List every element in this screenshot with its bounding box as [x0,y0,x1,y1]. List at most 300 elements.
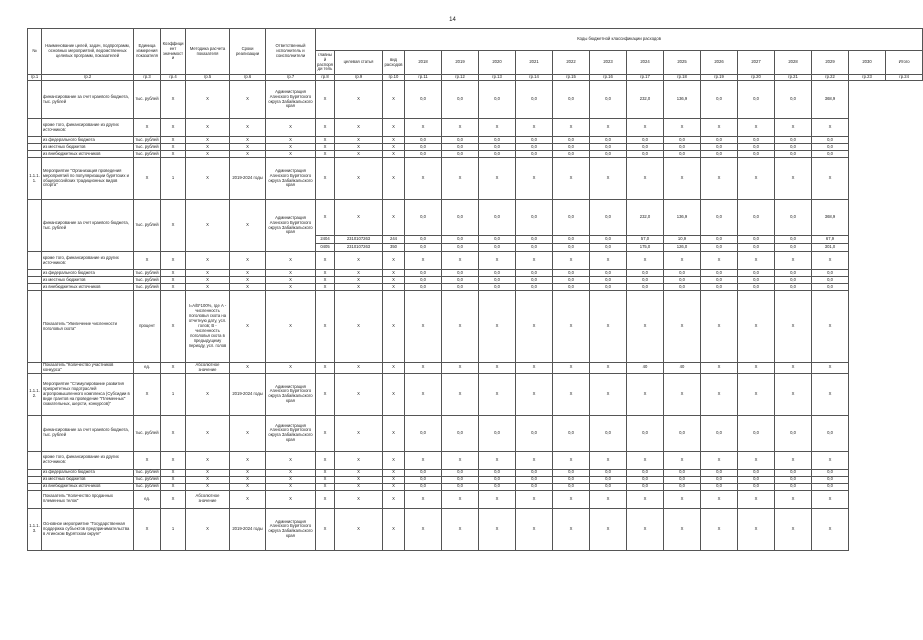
row-name: Мероприятие "Организация проведения мероприятий по популяризации бурятских и общероссийских традиционных видов спорта" [42,158,134,200]
row-value: 0,0 [479,244,516,252]
row-bk-target: Х [335,490,383,508]
row-executor: Х [266,252,316,270]
row-term: Х [230,476,266,483]
table-row [28,252,923,270]
row-value: Х [775,252,812,270]
row-term: Х [230,469,266,476]
row-value: Х [405,363,442,374]
row-value: Х [738,363,775,374]
row-value: 0,0 [701,137,738,144]
row-total: 0,0 [812,476,849,483]
row-bk-target: Х [335,137,383,144]
row-value: 0,0 [479,284,516,291]
row-value: Х [405,119,442,137]
row-value: 0,0 [701,200,738,236]
row-value: 0,0 [405,151,442,158]
row-bk-type: 350 [383,244,405,252]
row-value: 0,0 [701,151,738,158]
row-total: Х [812,508,849,550]
row-value: Х [553,291,590,363]
column-index: гр.21 [775,75,812,81]
column-index: гр.6 [230,75,266,81]
row-executor: Администрация Агинского Бурятского округа Забайкальского края [266,508,316,550]
column-index: гр.4 [161,75,186,81]
row-coef: Х [161,291,186,363]
row-bk-target: Х [335,151,383,158]
row-value: Х [738,291,775,363]
row-unit: тыс. рублей [134,81,161,119]
row-bk-type: Х [383,252,405,270]
row-value: Х [405,490,442,508]
row-value: 0,0 [701,476,738,483]
row-value: 0,0 [664,476,701,483]
row-term: Х [230,291,266,363]
row-method: Х [186,252,230,270]
row-value: 0,0 [516,81,553,119]
row-number [28,200,42,252]
row-value: 0,0 [516,476,553,483]
row-term: Х [230,252,266,270]
row-value: 0,0 [738,137,775,144]
row-executor: Х [266,291,316,363]
row-method: Х [186,200,230,252]
row-value: 0,0 [775,270,812,277]
row-name: кроме того, финансирование из других источников: [42,451,134,469]
row-value: 0,0 [701,144,738,151]
table-row [28,137,923,144]
row-value: 0,0 [516,277,553,284]
row-total: 368,9 [812,200,849,236]
row-value: 0,0 [627,151,664,158]
row-coef: Х [161,277,186,284]
row-term: Х [230,270,266,277]
row-bk-type: Х [383,277,405,284]
row-term: Х [230,81,266,119]
row-method: Х [186,119,230,137]
row-value: 0,0 [738,277,775,284]
row-total: 0,0 [812,277,849,284]
row-unit: тыс. рублей [134,415,161,451]
column-index: гр.8 [316,75,335,81]
row-total: 0,0 [812,151,849,158]
row-value: 57,0 [627,236,664,244]
row-total: 368,9 [812,81,849,119]
column-index: гр.24 [886,75,923,81]
column-index: гр.1 [28,75,42,81]
row-name: Мероприятие "Стимулирование развития приоритетных подотраслей агропромышленного комплекса (Субсидии в виде грантов на проведение "Племенных" скакательных, шерсти, конкурсов)" [42,373,134,415]
row-value: 0,0 [775,244,812,252]
row-value: 0,0 [553,277,590,284]
row-coef: 1 [161,373,186,415]
row-value: Х [590,252,627,270]
header-term: Сроки реализации [230,29,266,75]
row-value: 0,0 [442,284,479,291]
row-value: 126,0 [664,244,701,252]
row-value: Х [738,158,775,200]
row-bk-target: Х [335,451,383,469]
row-value: 0,0 [590,483,627,490]
row-value: Х [479,291,516,363]
row-unit: тыс. рублей [135,143,159,149]
row-value: 0,0 [442,277,479,284]
row-name: из федерального бюджета [42,137,134,144]
row-name: кроме того, финансирование из других источников: [42,252,134,270]
row-bk-main: Х [316,291,335,363]
row-bk-target: Х [335,284,383,291]
row-value: Х [479,252,516,270]
row-term: Х [230,415,266,451]
row-value: 0,0 [590,469,627,476]
row-total: Х [812,451,849,469]
row-value: 0,0 [701,270,738,277]
row-value: 10,9 [664,236,701,244]
row-total: 0,0 [812,284,849,291]
row-value: 0,0 [590,270,627,277]
row-value: 40 [627,363,664,374]
row-value: 0,0 [442,236,479,244]
row-total: 67,9 [812,236,849,244]
row-value: Х [516,363,553,374]
row-value: 136,9 [664,200,701,236]
row-name: Показатель "Увеличение численности поголовья скота" [42,291,134,363]
row-value: Х [553,158,590,200]
row-value: Х [775,363,812,374]
header-coef: Коэффици ент значимости [161,29,186,75]
row-value: 0,0 [590,151,627,158]
row-value: 0,0 [775,469,812,476]
row-value: 0,0 [479,236,516,244]
row-value: Х [553,119,590,137]
row-method: Х [186,415,230,451]
row-value: 0,0 [479,81,516,119]
row-number [28,119,42,137]
row-bk-main: Х [316,373,335,415]
row-coef: 1 [161,158,186,200]
row-value: 0,0 [738,270,775,277]
row-name: из внебюджетных источников [42,483,134,490]
row-executor: Х [266,476,316,483]
row-value: Х [701,373,738,415]
column-index: гр.2 [42,75,134,81]
row-value: Х [590,508,627,550]
row-value: 0,0 [405,483,442,490]
row-value: Х [627,119,664,137]
row-value: 0,0 [516,200,553,236]
column-index: гр.16 [590,75,627,81]
row-value: Х [516,119,553,137]
row-unit: тыс. рублей [135,476,159,482]
header-year: 2024 [627,51,664,75]
row-value: 232,0 [627,200,664,236]
column-index: гр.23 [849,75,886,81]
row-executor: Х [266,277,316,284]
header-bk-target: целевая статья [335,51,383,75]
row-name: из внебюджетных источников [42,151,134,158]
row-name: из федерального бюджета [42,270,134,277]
row-value: 0,0 [664,270,701,277]
row-bk-type: Х [383,200,405,236]
row-coef: Х [161,483,186,490]
row-number [28,151,42,158]
row-coef: Х [161,151,186,158]
row-value: 0,0 [664,483,701,490]
row-number [28,252,42,270]
row-value: Х [553,252,590,270]
row-value: Х [405,451,442,469]
row-number [28,363,42,374]
row-value: 0,0 [405,469,442,476]
row-coef: Х [161,363,186,374]
row-value: 0,0 [553,151,590,158]
row-bk-main: Х [316,483,335,490]
row-executor: Х [266,270,316,277]
row-value: Х [664,451,701,469]
row-value: 0,0 [516,415,553,451]
row-value: Х [738,373,775,415]
table-body [28,29,923,551]
row-value: 0,0 [553,415,590,451]
row-value: 0,0 [553,244,590,252]
row-value: 0,0 [405,284,442,291]
header-year: 2025 [664,51,701,75]
row-bk-target: 2310107263 [335,236,383,244]
row-value: Х [516,451,553,469]
row-bk-main: Х [316,363,335,374]
row-number [28,483,42,490]
row-value: 0,0 [553,469,590,476]
row-bk-main: Х [316,137,335,144]
row-term: Х [230,451,266,469]
row-unit: ед. [134,363,161,374]
row-value: 0,0 [738,284,775,291]
row-method: Х [186,81,230,119]
row-term: Х [230,483,266,490]
row-unit: тыс. рублей [135,469,159,475]
row-value: Х [516,508,553,550]
row-value: 0,0 [442,81,479,119]
row-value: 0,0 [442,244,479,252]
row-bk-target: Х [335,373,383,415]
row-executor: Х [266,144,316,151]
row-term: 2019-2024 годы [230,373,266,415]
row-bk-target: Х [335,158,383,200]
row-value: Х [627,508,664,550]
header-name: Наименование целей, задач, подпрограмм, основных мероприятий, ведомственных целевых программ, показателей [42,29,134,75]
table-row [28,508,923,550]
row-value: 0,0 [479,415,516,451]
row-value: Х [590,373,627,415]
row-bk-target: Х [335,119,383,137]
row-value: 136,9 [664,81,701,119]
row-method: Х [186,151,230,158]
column-index: гр.9 [335,75,383,81]
column-index: гр.22 [812,75,849,81]
row-term: Х [230,137,266,144]
header-bk-main: главный распоряди тель [316,51,335,75]
row-value: 0,0 [479,277,516,284]
row-method: Х [186,483,230,490]
row-bk-target: Х [335,200,383,236]
row-bk-main: Х [316,200,335,236]
row-coef: Х [161,469,186,476]
row-bk-target: Х [335,291,383,363]
row-value: 0,0 [553,200,590,236]
row-value: 0,0 [553,476,590,483]
row-value: 0,0 [590,244,627,252]
row-value: 0,0 [442,200,479,236]
row-value: 0,0 [664,284,701,291]
row-bk-main: Х [316,81,335,119]
row-value: Х [627,158,664,200]
row-unit: процент [134,291,161,363]
row-name: финансирование за счет краевого бюджета, тыс. рублей [42,415,134,451]
row-value: Х [627,451,664,469]
row-bk-type: Х [383,270,405,277]
row-bk-target: 2310107263 [335,244,383,252]
row-executor: Х [266,151,316,158]
row-name: из местных бюджетов [42,476,134,483]
column-index: гр.18 [664,75,701,81]
row-value: 0,0 [516,483,553,490]
row-bk-type: Х [383,137,405,144]
row-unit: тыс. рублей [135,150,159,156]
row-value: 0,0 [479,200,516,236]
row-value: 0,0 [627,469,664,476]
row-number [28,490,42,508]
row-value: 0,0 [405,415,442,451]
row-executor: Х [266,490,316,508]
row-value: 0,0 [405,476,442,483]
row-value: 0,0 [775,200,812,236]
row-value: Х [442,373,479,415]
row-total: 0,0 [812,144,849,151]
row-bk-main: Х [316,144,335,151]
table-row [28,373,923,415]
row-value: 0,0 [590,236,627,244]
row-value: 0,0 [664,151,701,158]
row-total: 0,0 [812,137,849,144]
row-value: 0,0 [590,81,627,119]
row-value: 0,0 [701,277,738,284]
row-bk-target: Х [335,483,383,490]
row-total: 0,0 [812,270,849,277]
row-value: 0,0 [442,476,479,483]
row-executor: Администрация Агинского Бурятского округа Забайкальского края [266,415,316,451]
row-value: Х [775,373,812,415]
row-value: Х [701,119,738,137]
row-term: Х [230,284,266,291]
row-coef: Х [161,200,186,252]
row-value: Х [775,119,812,137]
header-bk-codes: Коды бюджетной классификации расходов [316,29,923,51]
row-value: 0,0 [738,483,775,490]
row-name: из внебюджетных источников [42,284,134,291]
row-unit: Х [134,158,161,200]
row-total: Х [812,119,849,137]
row-value: Х [516,373,553,415]
row-name: кроме того, финансирование из других источников: [42,119,134,137]
row-value: 0,0 [553,137,590,144]
row-executor: Х [266,483,316,490]
header-year: 2023 [590,51,627,75]
row-value: 0,0 [516,151,553,158]
row-coef: 1 [161,508,186,550]
table-row [28,144,923,151]
row-value: 0,0 [553,270,590,277]
row-bk-main: Х [316,151,335,158]
row-total: Х [812,291,849,363]
row-bk-main: Х [316,119,335,137]
row-value: Х [590,291,627,363]
header-year: 2018 [405,51,442,75]
row-bk-target: Х [335,469,383,476]
row-number [28,270,42,277]
row-bk-type: Х [383,451,405,469]
row-total: Х [812,490,849,508]
row-name: Показатель "Количество участников конкурса" [42,363,134,374]
column-index: гр.7 [266,75,316,81]
row-bk-main: Х [316,270,335,277]
row-value: Х [664,490,701,508]
row-number [28,291,42,363]
row-value: Х [405,291,442,363]
row-value: 0,0 [738,469,775,476]
row-value: Х [516,252,553,270]
column-index: гр.11 [405,75,442,81]
row-value: 0,0 [701,236,738,244]
row-bk-type: Х [383,144,405,151]
row-value: Х [701,508,738,550]
row-bk-type: Х [383,119,405,137]
row-value: Х [738,490,775,508]
row-term: 2019-2024 годы [230,508,266,550]
row-value: 0,0 [738,81,775,119]
row-value: 0,0 [738,200,775,236]
row-unit: ед. [134,490,161,508]
row-value: Х [775,291,812,363]
row-value: Х [701,252,738,270]
row-method: Х [186,451,230,469]
row-value: 0,0 [738,144,775,151]
row-number [28,81,42,119]
row-value: 0,0 [627,137,664,144]
row-value: 0,0 [516,270,553,277]
row-bk-target: Х [335,81,383,119]
header-year: 2019 [442,51,479,75]
row-value: Х [738,119,775,137]
row-value: 0,0 [590,277,627,284]
row-value: 0,0 [405,144,442,151]
row-bk-type: Х [383,483,405,490]
row-bk-type: Х [383,508,405,550]
row-value: 0,0 [590,476,627,483]
header-row [28,29,923,51]
table-row [28,200,923,236]
row-value: 0,0 [442,469,479,476]
row-coef: Х [161,252,186,270]
row-value: 0,0 [738,476,775,483]
table-row [28,81,923,119]
row-value: 0,0 [775,277,812,284]
row-name: финансирование за счет краевого бюджета, тыс. рублей [42,81,134,119]
row-value: 0,0 [775,415,812,451]
row-coef: Х [161,270,186,277]
row-value: 0,0 [442,415,479,451]
row-value: 0,0 [664,137,701,144]
row-executor: Х [266,137,316,144]
row-bk-type: Х [383,476,405,483]
row-value: 0,0 [738,151,775,158]
